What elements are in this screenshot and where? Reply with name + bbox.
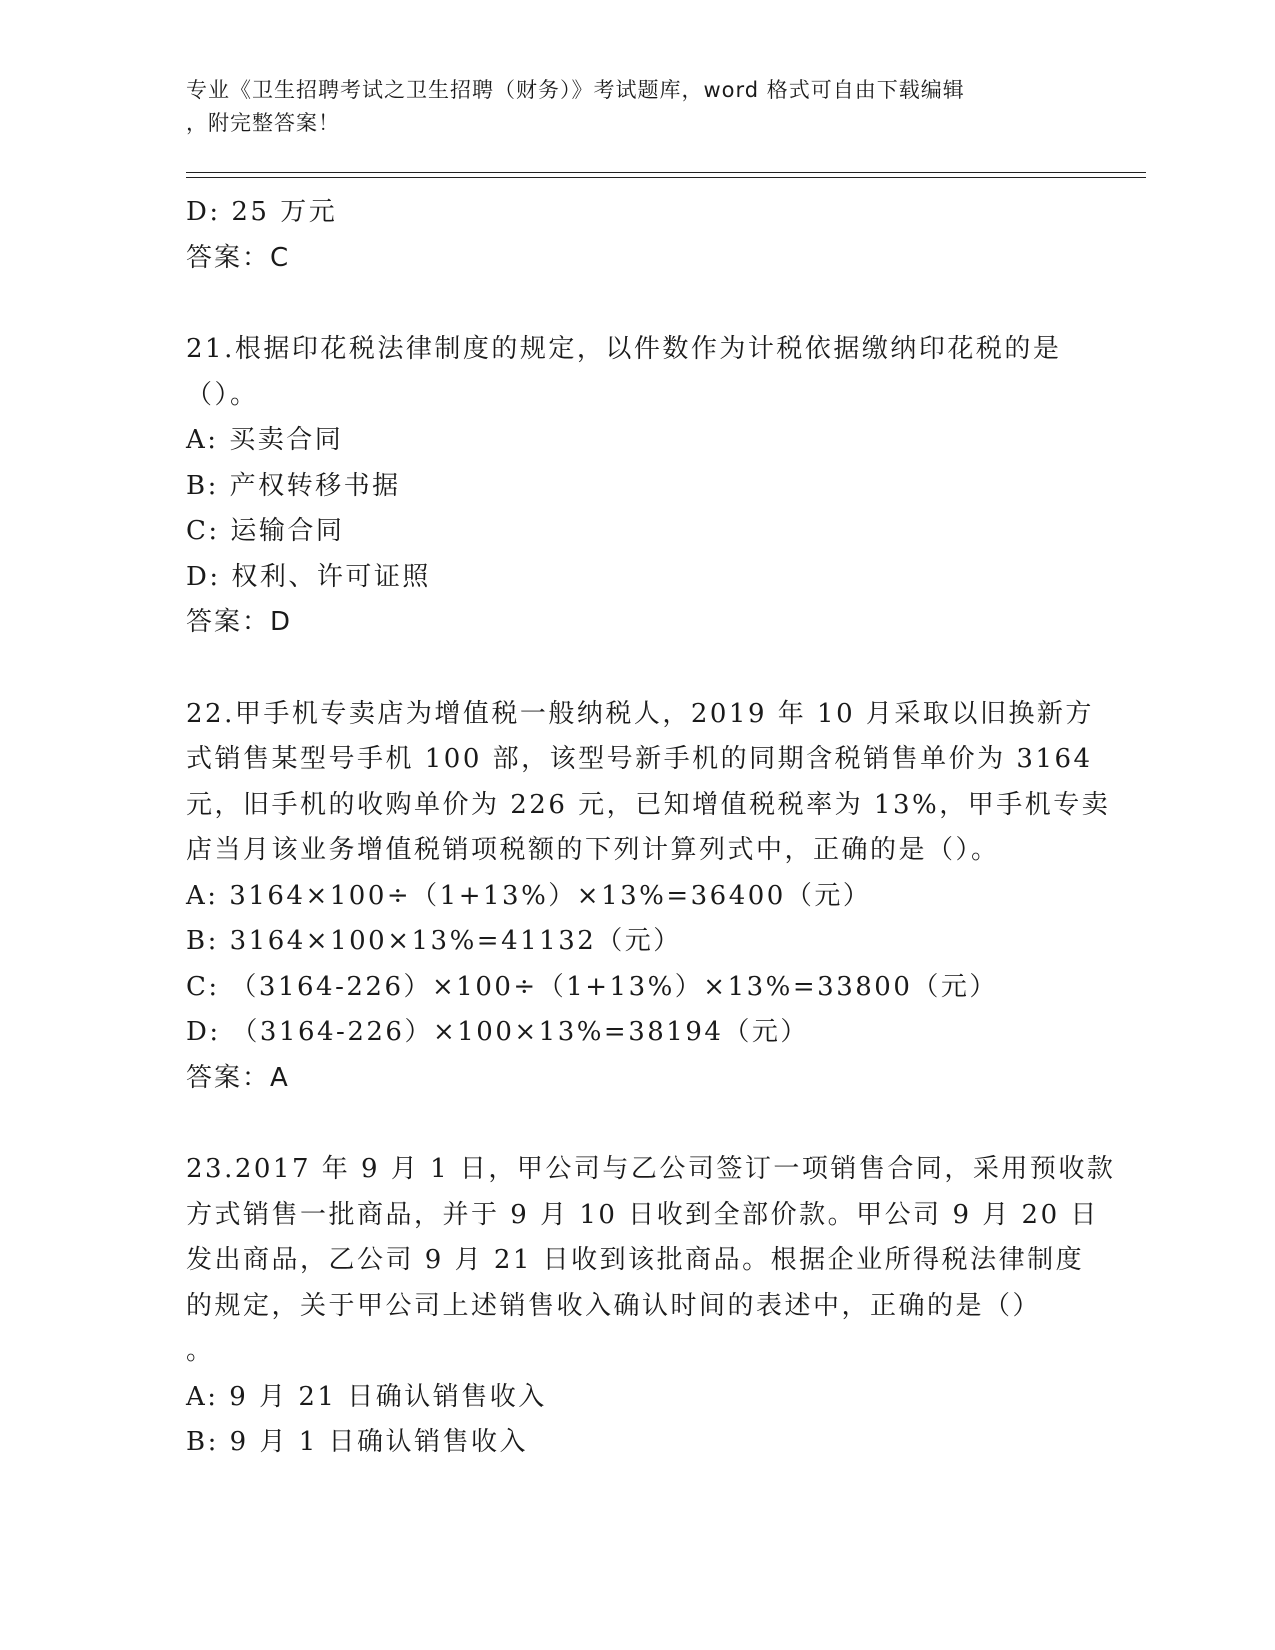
header-line-1: 专业《卫生招聘考试之卫生招聘（财务）》考试题库，word 格式可自由下载编辑 (186, 78, 965, 102)
q22-stem-line-2: 式销售某型号手机 100 部，该型号新手机的同期含税销售单价为 3164 (186, 744, 1093, 774)
q22-option-b: B: 3164×100×13%=41132（元） (186, 926, 682, 956)
q23-option-b: B: 9 月 1 日确认销售收入 (186, 1427, 529, 1457)
header-rule-bottom (186, 177, 1146, 178)
q23-stem-line-5: 。 (186, 1336, 215, 1366)
document-header (186, 74, 1086, 140)
q23-stem-line-2: 方式销售一批商品，并于 9 月 10 日收到全部价款。甲公司 9 月 20 日 (186, 1199, 1099, 1230)
prev-option-d: D: 25 万元 (186, 197, 338, 227)
spacer (186, 646, 1086, 692)
q22-stem-line-3: 元，旧手机的收购单价为 226 元，已知增值税税率为 13%，甲手机专卖 (186, 789, 1111, 820)
prev-answer: 答案：C (186, 242, 291, 273)
q21-answer: 答案：D (186, 607, 293, 637)
header-rule-top (186, 172, 1146, 173)
q23-stem-line-1: 23.2017 年 9 月 1 日，甲公司与乙公司签订一项销售合同，采用预收款 (186, 1154, 1116, 1184)
spacer (186, 281, 1086, 327)
header-line-2: ，附完整答案！ (186, 111, 340, 135)
q21-option-b: B: 产权转移书据 (186, 470, 401, 501)
q23-stem-line-4: 的规定，关于甲公司上述销售收入确认时间的表述中，正确的是（） (186, 1290, 1042, 1321)
q21-option-c: C: 运输合同 (186, 516, 345, 546)
q22-stem-line-4: 店当月该业务增值税销项税额的下列计算列式中，正确的是（）。 (186, 835, 1000, 865)
q22-option-a: A: 3164×100÷（1+13%）×13%=36400（元） (186, 880, 872, 911)
q21-option-d: D: 权利、许可证照 (186, 561, 431, 592)
q23-option-a: A: 9 月 21 日确认销售收入 (186, 1381, 547, 1412)
q22-option-d: D: （3164-226）×100×13%=38194（元） (186, 1017, 809, 1047)
q21-stem-line-1: 21.根据印花税法律制度的规定，以件数作为计税依据缴纳印花税的是 (186, 334, 1062, 364)
q21-stem-line-2: （）。 (186, 379, 259, 410)
q23-stem-line-3: 发出商品，乙公司 9 月 21 日收到该批商品。根据企业所得税法律制度 (186, 1245, 1085, 1275)
q21-option-a: A: 买卖合同 (186, 425, 344, 455)
question-content (186, 190, 1116, 1466)
q22-stem-line-1: 22.甲手机专卖店为增值税一般纳税人，2019 年 10 月采取以旧换新方 (186, 698, 1094, 729)
q22-option-c: C: （3164-226）×100÷（1+13%）×13%=33800（元） (186, 971, 998, 1002)
q22-answer: 答案：A (186, 1062, 290, 1093)
spacer (186, 1101, 1086, 1147)
